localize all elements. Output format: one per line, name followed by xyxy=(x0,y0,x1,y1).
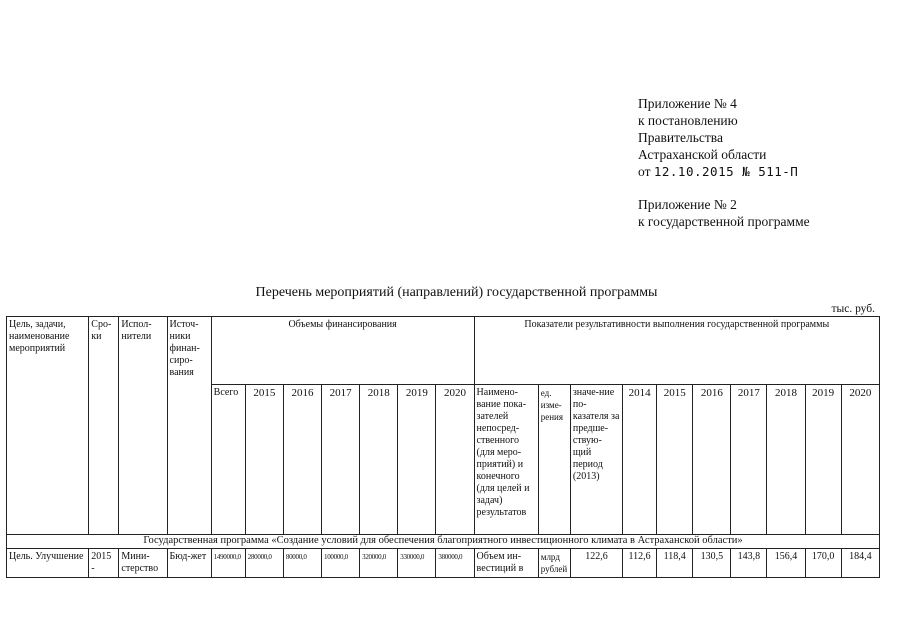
indicator-year: 2014 xyxy=(623,385,657,535)
indicator-value: 143,8 xyxy=(731,549,767,578)
program-table xyxy=(6,316,880,578)
row-executor: Мини-стерство xyxy=(119,549,167,578)
finance-year: 2018 xyxy=(360,385,398,535)
row-source: Бюд-жет xyxy=(167,549,211,578)
row-unit: млрд рублей xyxy=(538,549,570,578)
finance-value: 380000,0 xyxy=(436,549,474,578)
finance-value: 280000,0 xyxy=(245,549,283,578)
finance-year: 2017 xyxy=(322,385,360,535)
date-prefix: от xyxy=(638,164,651,179)
indicator-value: 118,4 xyxy=(657,549,693,578)
indicator-value: 170,0 xyxy=(805,549,841,578)
indicator-value: 156,4 xyxy=(767,549,805,578)
indicator-value: 112,6 xyxy=(623,549,657,578)
header-indicators-group: Показатели результативности выполнения государственной программы xyxy=(474,317,879,385)
header-base-value: значе-ние по-казателя за предше-ствую-щий период (2013) xyxy=(570,385,622,535)
finance-value: 80000,0 xyxy=(283,549,321,578)
to-decree-line: к постановлению xyxy=(638,113,738,128)
finance-value: 330000,0 xyxy=(398,549,436,578)
row-goal: Цель. Улучшение xyxy=(7,549,89,578)
region-line: Астраханской области xyxy=(638,147,767,162)
indicator-value: 184,4 xyxy=(841,549,879,578)
finance-year: 2015 xyxy=(245,385,283,535)
indicator-year: 2015 xyxy=(657,385,693,535)
header-unit: ед. изме-рения xyxy=(538,385,570,535)
finance-value: 1490000,0 xyxy=(211,549,245,578)
annex2-line: Приложение № 2 xyxy=(638,197,737,212)
indicator-year: 2019 xyxy=(805,385,841,535)
finance-year: 2016 xyxy=(283,385,321,535)
header-goal: Цель, задачи, наименование мероприятий xyxy=(7,317,89,535)
header-total: Всего xyxy=(211,385,245,535)
finance-year: 2019 xyxy=(398,385,436,535)
date-line xyxy=(638,163,810,180)
header-executors: Испол-нители xyxy=(119,317,167,535)
program-row: Государственная программа «Создание условий для обеспечения благоприятного инвестиционного климата в Астраханской области» xyxy=(7,535,880,549)
document-title: Перечень мероприятий (направлений) государственной программы xyxy=(255,285,658,300)
header-terms: Сро-ки xyxy=(89,317,119,535)
header-sources: Источ-ники финан-сиро-вания xyxy=(167,317,211,535)
row-base-value: 122,6 xyxy=(570,549,622,578)
decree-date-number: 12.10.2015 № 511-П xyxy=(653,164,799,179)
header-finance-group: Объемы финансирования xyxy=(211,317,474,385)
header-indicator-name: Наимено-вание пока-зателей непосред-ственного (для меро-приятий) и конечного (для целей и задач) результатов xyxy=(474,385,538,535)
indicator-value: 130,5 xyxy=(693,549,731,578)
annex4-line: Приложение № 4 xyxy=(638,96,737,111)
government-line: Правительства xyxy=(638,130,723,145)
row-term: 2015 - xyxy=(89,549,119,578)
finance-value: 100000,0 xyxy=(322,549,360,578)
finance-value: 320000,0 xyxy=(360,549,398,578)
indicator-year: 2020 xyxy=(841,385,879,535)
indicator-year: 2016 xyxy=(693,385,731,535)
to-program-line: к государственной программе xyxy=(638,214,810,229)
indicator-year: 2018 xyxy=(767,385,805,535)
finance-year: 2020 xyxy=(436,385,474,535)
indicator-year: 2017 xyxy=(731,385,767,535)
units-label: тыс. руб. xyxy=(831,303,875,315)
annex-header xyxy=(638,95,810,230)
row-indicator: Объем ин-вестиций в xyxy=(474,549,538,578)
